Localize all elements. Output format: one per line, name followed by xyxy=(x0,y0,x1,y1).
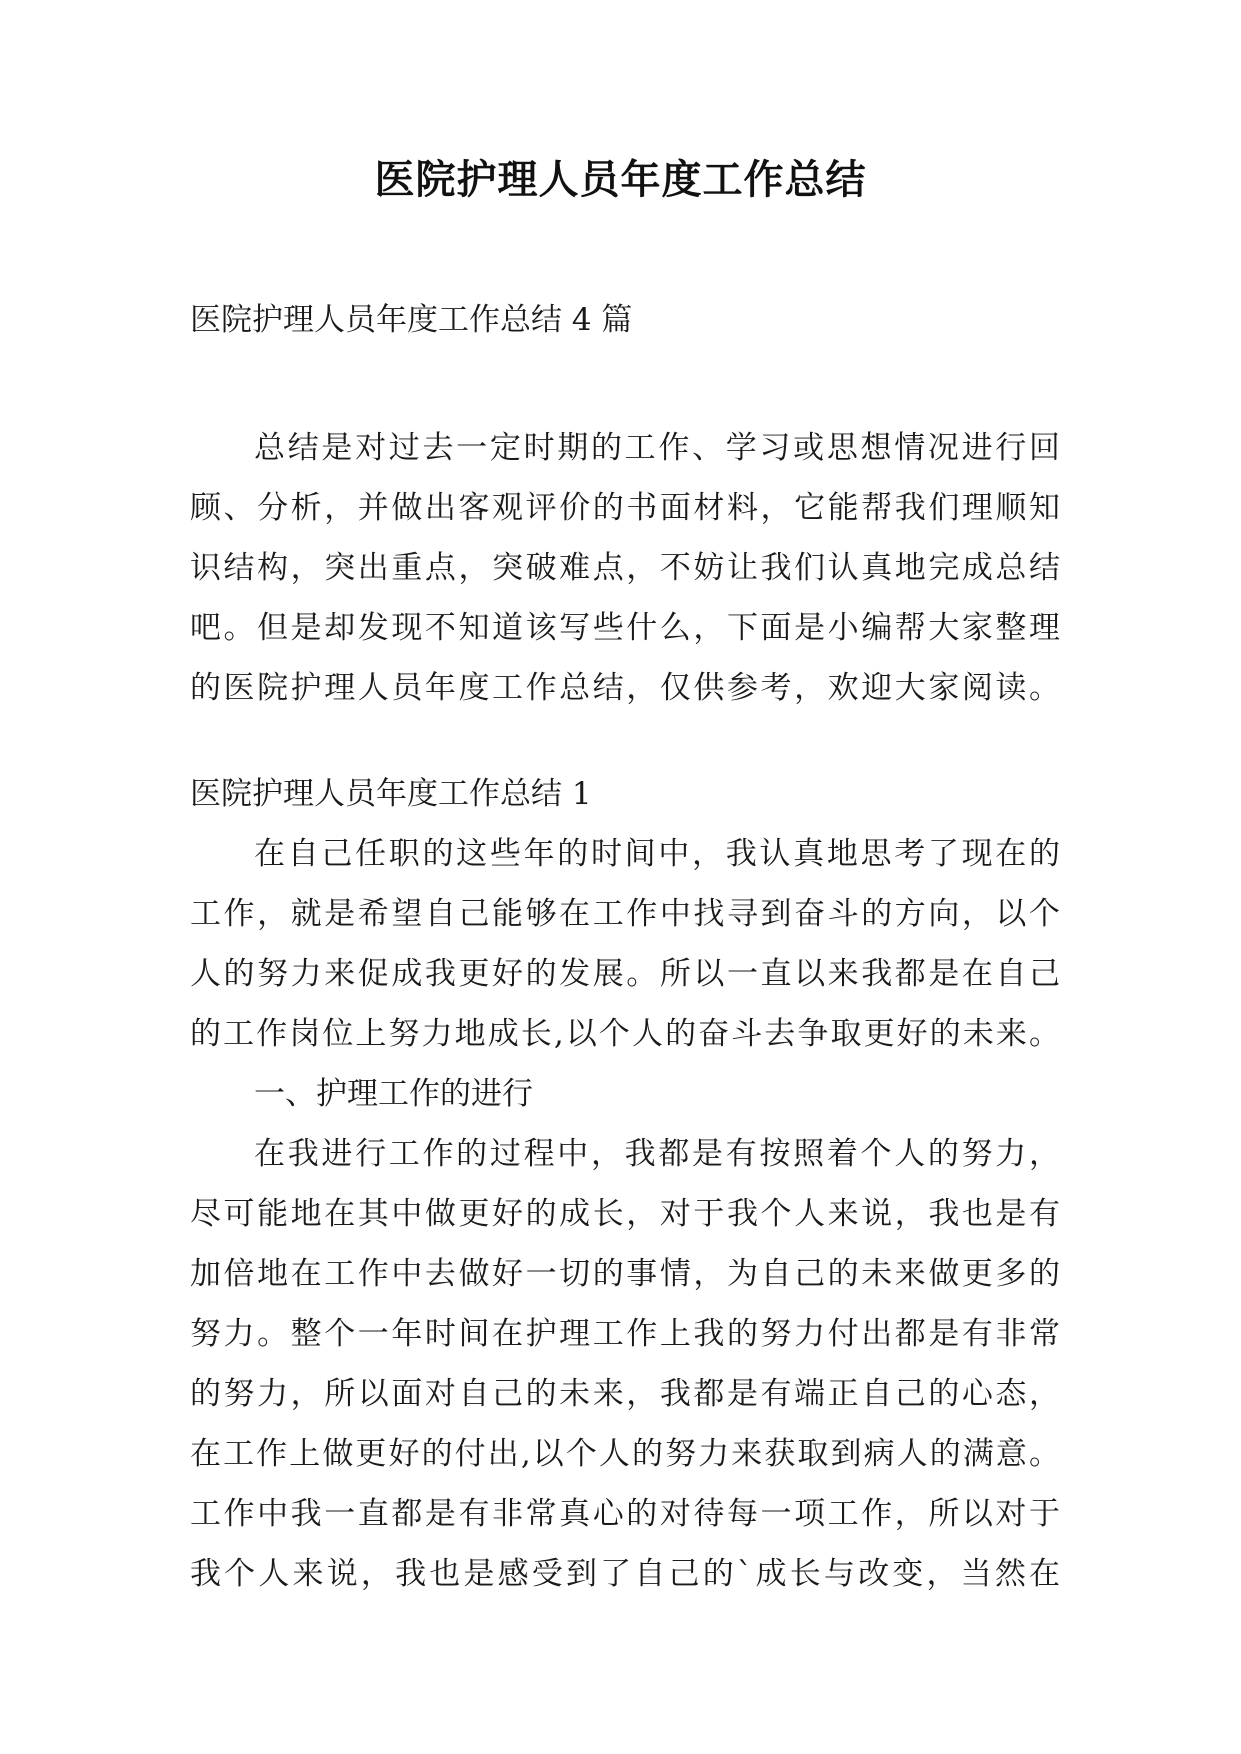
intro-line: 的医院护理人员年度工作总结，仅供参考，欢迎大家阅读。 xyxy=(190,670,1060,706)
paragraph-1 xyxy=(190,824,1060,1064)
paragraph-line: 在自己任职的这些年的时间中，我认真地思考了现在的 xyxy=(254,836,1060,872)
sub-heading: 一、护理工作的进行 xyxy=(254,1076,533,1112)
paragraph-line: 加倍地在工作中去做好一切的事情，为自己的未来做更多的 xyxy=(190,1256,1060,1292)
paragraph-line: 我个人来说，我也是感受到了自己的`成长与改变，当然在 xyxy=(190,1556,1060,1592)
intro-line: 识结构，突出重点，突破难点，不妨让我们认真地完成总结 xyxy=(190,550,1060,586)
paragraph-line: 的工作岗位上努力地成长,以个人的奋斗去争取更好的未来。 xyxy=(190,1016,1060,1052)
paragraph-line: 努力。整个一年时间在护理工作上我的努力付出都是有非常 xyxy=(190,1316,1060,1352)
intro-line: 顾、分析，并做出客观评价的书面材料，它能帮我们理顺知 xyxy=(190,490,1060,526)
paragraph-line: 在工作上做更好的付出,以个人的努力来获取到病人的满意。 xyxy=(190,1436,1060,1472)
paragraph-line: 的努力，所以面对自己的未来，我都是有端正自己的心态， xyxy=(190,1376,1060,1412)
intro-line: 吧。但是却发现不知道该写些什么，下面是小编帮大家整理 xyxy=(190,610,1060,646)
paragraph-line: 人的努力来促成我更好的发展。所以一直以来我都是在自己 xyxy=(190,956,1060,992)
paragraph-line: 尽可能地在其中做更好的成长，对于我个人来说，我也是有 xyxy=(190,1196,1060,1232)
paragraph-line: 在我进行工作的过程中，我都是有按照着个人的努力， xyxy=(254,1136,1060,1172)
paragraph-2 xyxy=(190,1124,1060,1604)
document-subtitle: 医院护理人员年度工作总结 4 篇 xyxy=(190,302,633,338)
intro-paragraph xyxy=(190,418,1060,718)
document-title: 医院护理人员年度工作总结 xyxy=(374,156,867,203)
document-body xyxy=(190,290,1060,1604)
intro-line: 总结是对过去一定时期的工作、学习或思想情况进行回 xyxy=(254,430,1060,466)
paragraph-line: 工作，就是希望自己能够在工作中找寻到奋斗的方向，以个 xyxy=(190,896,1060,932)
section-heading: 医院护理人员年度工作总结 1 xyxy=(190,776,592,812)
paragraph-line: 工作中我一直都是有非常真心的对待每一项工作，所以对于 xyxy=(190,1496,1060,1532)
